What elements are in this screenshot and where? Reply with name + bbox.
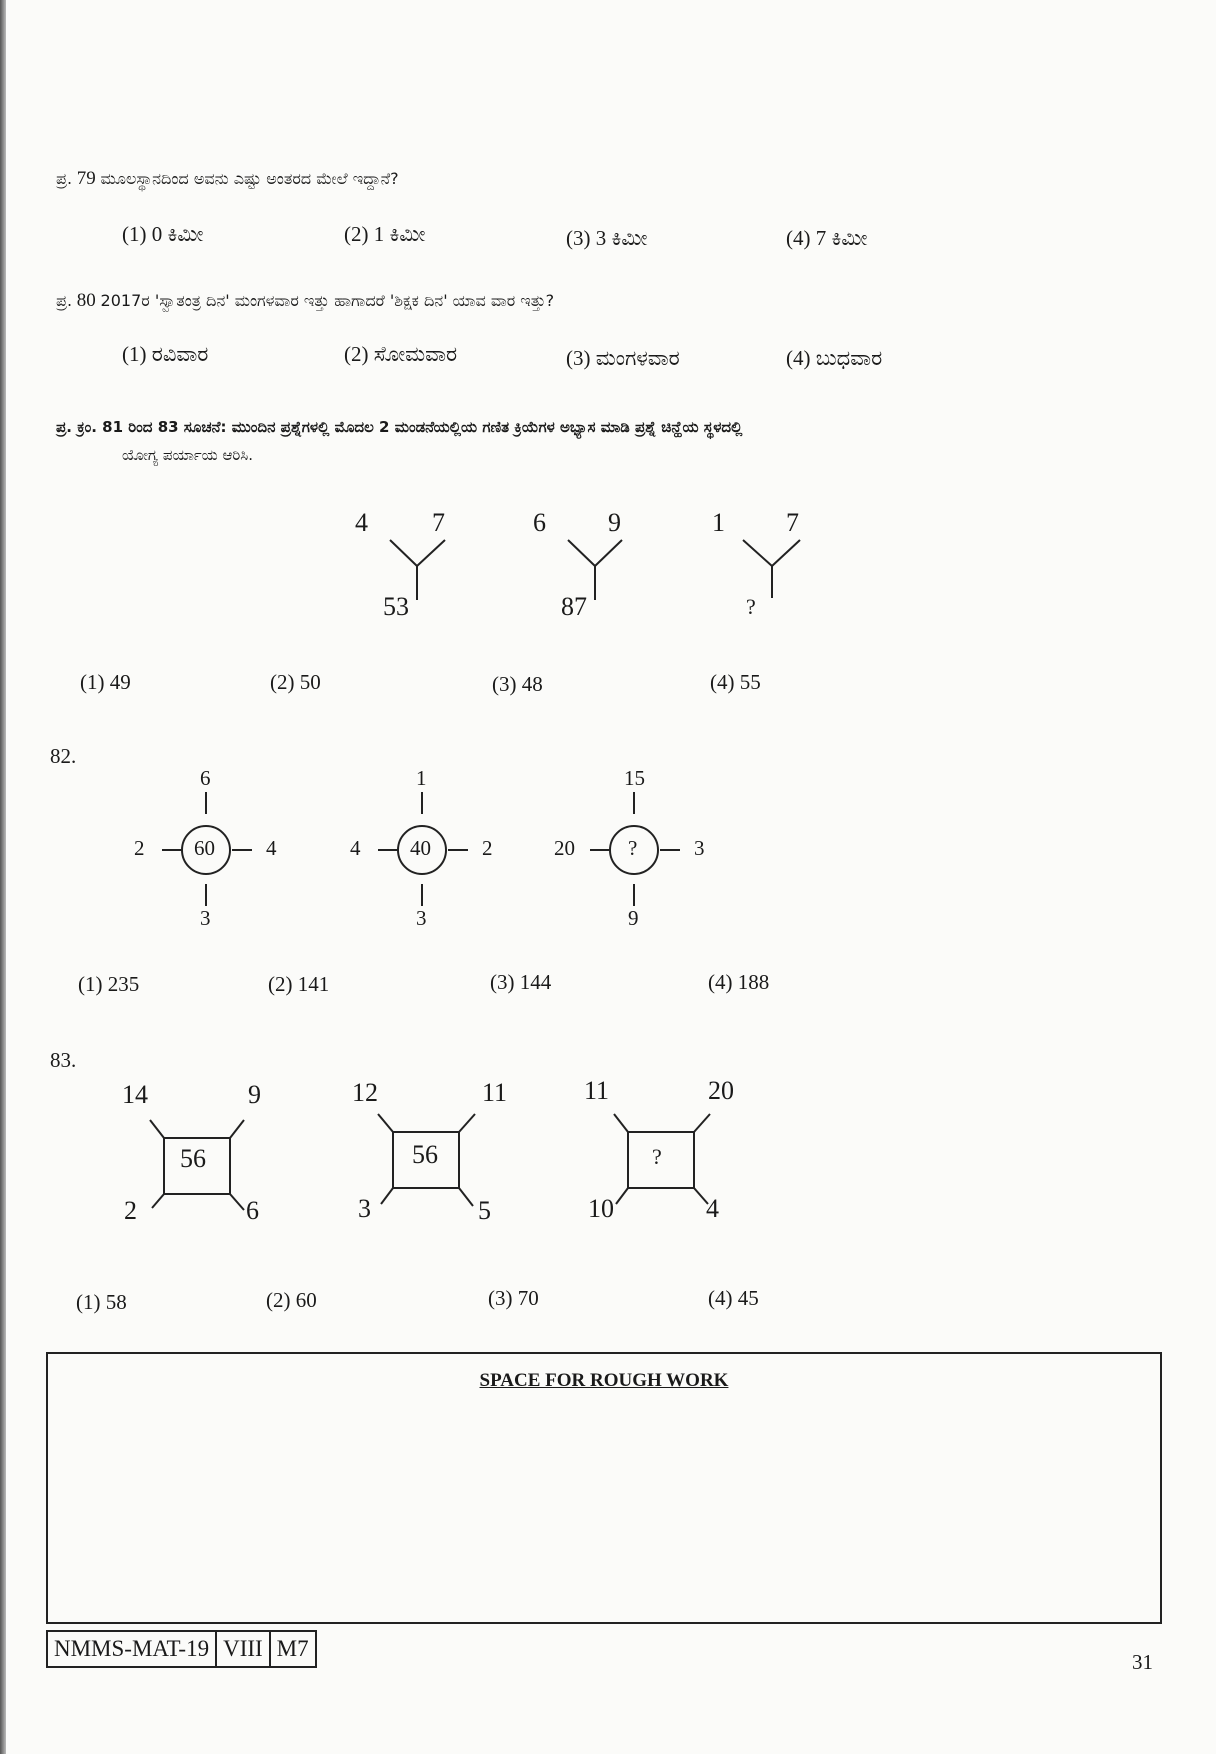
q82-option-4[interactable]: (4) 188 [708, 970, 770, 994]
q83-fig1-br: 6 [246, 1196, 259, 1225]
footer-set: M7 [276, 1636, 309, 1661]
q83-fig2-tr: 11 [482, 1078, 508, 1107]
q83-label: 83. [50, 1048, 77, 1072]
q82-label: 82. [50, 744, 77, 768]
question-number: 79 [76, 168, 96, 189]
q81-fig3-right: 7 [786, 508, 799, 537]
q81-option-1[interactable]: (1) 49 [80, 670, 131, 694]
q80-option-4[interactable]: (4) ಬುಧವಾರ [786, 346, 883, 370]
question-79 [56, 168, 399, 190]
q83-fig3-bl: 10 [588, 1194, 614, 1223]
q82-fig3-left: 20 [554, 836, 575, 860]
footer-class: VIII [217, 1632, 271, 1666]
q80-option-2[interactable]: (2) ಸೋಮವಾರ [344, 342, 458, 366]
q79-option-3[interactable]: (3) 3 ಕಿಮೀ [566, 226, 648, 250]
q82-option-1[interactable]: (1) 235 [78, 972, 140, 996]
rough-work-title: SPACE FOR ROUGH WORK [479, 1370, 729, 1391]
q83-option-4[interactable]: (4) 45 [708, 1286, 759, 1310]
q83-option-3[interactable]: (3) 70 [488, 1286, 539, 1310]
q81-fig1-right: 7 [432, 508, 445, 537]
q81-option-4[interactable]: (4) 55 [710, 670, 761, 694]
q82-fig1-left: 2 [134, 836, 145, 860]
question-text: 2017ರ 'ಸ್ವಾತಂತ್ರ ದಿನ' ಮಂಗಳವಾರ ಇತ್ತು ಹಾಗಾದರೆ 'ಶಿಕ್ಷಕ ದಿನ' ಯಾವ ವಾರ ಇತ್ತು? [100, 291, 555, 310]
q83-fig1-bl: 2 [124, 1196, 137, 1225]
q82-fig2-center: 40 [410, 836, 431, 860]
q82-option-3[interactable]: (3) 144 [490, 970, 552, 994]
question-prefix: ಪ್ರ. [56, 291, 73, 310]
q81-option-2[interactable]: (2) 50 [270, 670, 321, 694]
q83-option-1[interactable]: (1) 58 [76, 1290, 127, 1314]
q82-fig1-center: 60 [194, 836, 215, 860]
q80-option-3[interactable]: (3) ಮಂಗಳವಾರ [566, 346, 680, 370]
q81-fig2-left: 6 [533, 508, 546, 537]
q82-fig3-right: 3 [694, 836, 705, 860]
q83-fig2-bl: 3 [358, 1194, 371, 1223]
q82-fig2-left: 4 [350, 836, 361, 860]
q83-option-2[interactable]: (2) 60 [266, 1288, 317, 1312]
q83-fig3-br: 4 [706, 1194, 719, 1223]
page-number: 31 [1132, 1650, 1153, 1674]
q83-fig3-tl: 11 [584, 1076, 610, 1105]
q83-fig2-br: 5 [478, 1196, 491, 1225]
q83-fig2-tl: 12 [352, 1078, 378, 1107]
rough-work-box [46, 1352, 1162, 1624]
q83-fig1-center: 56 [180, 1144, 206, 1173]
q83-fig3-center: ? [652, 1144, 662, 1169]
q83-fig1-tr: 9 [248, 1080, 261, 1109]
instruction-line-1: ಪ್ರ. ಕ್ರಂ. 81 ರಿಂದ 83 ಸೂಚನೆ: ಮುಂದಿನ ಪ್ರಶ್ನೆಗಳಲ್ಲಿ ಮೊದಲ 2 ಮಂಡನೆಯಲ್ಲಿಯ ಗಣಿತ ಕ್ರಿಯೆಗಳ ಅಭ್ಯಾಸ ಮಾಡಿ ಪ್ರಶ್ನೆ ಚಿನ್ಹೆಯ ಸ್ಥಳದಲ್ಲಿ [56, 418, 743, 436]
q81-fig3-bottom: ? [746, 594, 756, 619]
q79-option-1[interactable]: (1) 0 ಕಿಮೀ [122, 222, 204, 246]
q82-fig1-top: 6 [200, 766, 211, 790]
q83-fig2-center: 56 [412, 1140, 438, 1169]
q81-fig1-left: 4 [355, 508, 368, 537]
q81-fig3-left: 1 [712, 508, 725, 537]
q82-fig1-bottom: 3 [200, 906, 211, 930]
q79-option-2[interactable]: (2) 1 ಕಿಮೀ [344, 222, 426, 246]
footer-paper-code: NMMS-MAT-19 [48, 1632, 217, 1666]
q81-fig1-bottom: 53 [383, 592, 409, 621]
q82-fig3-center: ? [628, 836, 638, 860]
q82-fig3-bottom: 9 [628, 906, 639, 930]
q82-fig2-bottom: 3 [416, 906, 427, 930]
q82-fig3-top: 15 [624, 766, 645, 790]
q82-fig1-right: 4 [266, 836, 277, 860]
q83-fig3-tr: 20 [708, 1076, 734, 1105]
q79-option-4[interactable]: (4) 7 ಕಿಮೀ [786, 226, 868, 250]
footer-code-box [46, 1630, 317, 1668]
instruction-line-2: ಯೋಗ್ಯ ಪರ್ಯಾಯ ಆರಿಸಿ. [122, 446, 254, 464]
q81-option-3[interactable]: (3) 48 [492, 672, 543, 696]
question-text: ಮೂಲಸ್ಥಾನದಿಂದ ಅವನು ಎಷ್ಟು ಅಂತರದ ಮೇಲೆ ಇದ್ದಾನೆ? [100, 169, 399, 188]
q81-fig2-bottom: 87 [561, 592, 587, 621]
question-number: 80 [76, 290, 96, 311]
q82-fig2-right: 2 [482, 836, 493, 860]
q81-fig2-right: 9 [608, 508, 621, 537]
question-prefix: ಪ್ರ. [56, 169, 73, 188]
question-80 [56, 290, 554, 312]
q82-option-2[interactable]: (2) 141 [268, 972, 330, 996]
q82-fig2-top: 1 [416, 766, 427, 790]
q80-option-1[interactable]: (1) ರವಿವಾರ [122, 342, 209, 366]
q83-figures [120, 1100, 740, 1240]
page-edge-shadow [0, 0, 6, 1754]
q83-fig1-tl: 14 [122, 1080, 148, 1109]
